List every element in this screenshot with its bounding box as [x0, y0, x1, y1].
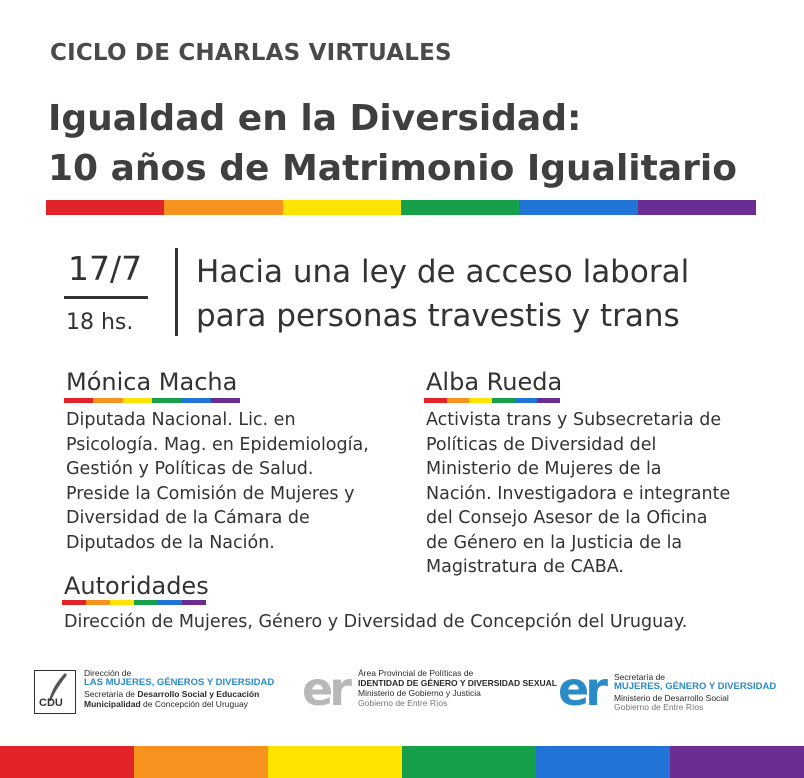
- cdu-line4-b: de Concepción del Uruguay: [140, 699, 248, 709]
- event-title-line-2: 10 años de Matrimonio Igualitario: [48, 148, 737, 189]
- cdu-line3: [84, 689, 259, 699]
- speaker-name: Alba Rueda: [426, 368, 563, 396]
- talk-title-line-1: Hacia una ley de acceso laboral: [196, 254, 690, 290]
- logo-cdu: [30, 664, 290, 720]
- cdu-mark: CDU: [39, 697, 63, 709]
- talk-date: 17/7: [68, 249, 143, 288]
- provincial-line1: Área Provincial de Políticas de: [358, 668, 474, 678]
- rainbow-divider: [46, 200, 756, 215]
- logo-secretaria: [558, 664, 778, 720]
- secretaria-mark: er: [558, 662, 604, 716]
- cdu-line4-a: Municipalidad: [84, 699, 141, 709]
- date-underline: [64, 296, 148, 299]
- event-title-line-1: Igualdad en la Diversidad:: [48, 98, 582, 139]
- cdu-emblem: [34, 670, 76, 714]
- talk-time: 18 hs.: [66, 310, 134, 335]
- provincial-line3: Ministerio de Gobierno y Justicia: [358, 688, 481, 698]
- secretaria-line4: Gobierno de Entre Ríos: [614, 702, 704, 712]
- event-title: [48, 94, 737, 194]
- series-label: CICLO DE CHARLAS VIRTUALES: [50, 40, 452, 66]
- talk-title-line-2: para personas travestis y trans: [196, 298, 680, 334]
- provincial-line2: IDENTIDAD DE GÉNERO Y DIVERSIDAD SEXUAL: [358, 678, 557, 688]
- secretaria-line2: MUJERES, GÉNERO Y DIVERSIDAD: [614, 681, 777, 692]
- cdu-line1: Dirección de: [84, 668, 132, 678]
- cdu-line3-a: Secretaría de: [84, 689, 138, 699]
- provincial-mark: er: [302, 662, 348, 716]
- authorities-text: Dirección de Mujeres, Género y Diversidad de Concepción del Uruguay.: [64, 612, 688, 632]
- provincial-line4: Gobierno de Entre Ríos: [358, 698, 448, 708]
- cdu-line3-b: Desarrollo Social y Educación: [137, 689, 260, 699]
- logo-provincial: [302, 662, 557, 720]
- speaker-underline: [424, 398, 560, 403]
- secretaria-line3: Ministerio de Desarrollo Social: [614, 693, 729, 703]
- secretaria-line1: Secretaría de: [614, 672, 666, 682]
- cdu-line2: LAS MUJERES, GÉNEROS Y DIVERSIDAD: [84, 677, 275, 688]
- bottom-rainbow-band: [0, 746, 804, 778]
- speaker-bio: Activista trans y Subsecretaria de Políticas de Diversidad del Ministerio de Mujeres de la Nación. Investigadora e integrante del Consejo Asesor de la Oficina de Género en la Justicia de la Magistratura de CABA.: [426, 410, 731, 577]
- speaker-bio: Diputada Nacional. Lic. en Psicología. Mag. en Epidemiología, Gestión y Políticas de Salud. Preside la Comisión de Mujeres y Diversidad de la Cámara de Diputados de la Nación.: [66, 410, 369, 553]
- authorities-heading: Autoridades: [64, 572, 209, 600]
- authorities-underline: [62, 600, 206, 605]
- cdu-line4: [84, 699, 248, 709]
- talk-title: [196, 250, 689, 338]
- speaker-underline: [64, 398, 240, 403]
- speaker-name: Mónica Macha: [66, 368, 238, 396]
- vertical-divider: [175, 248, 178, 336]
